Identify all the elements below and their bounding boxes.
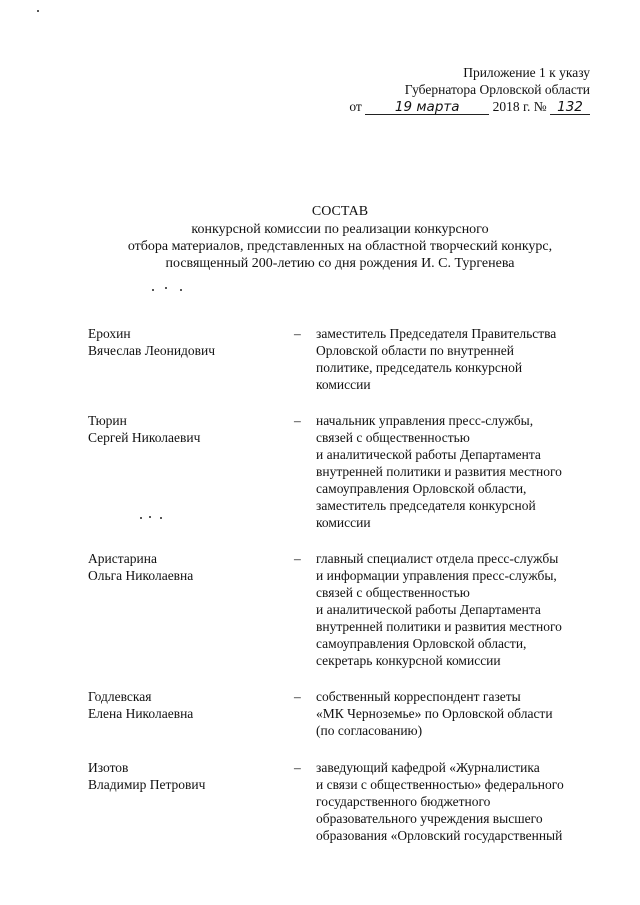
- role-line: самоуправления Орловской области,: [316, 636, 527, 651]
- member-role: [316, 759, 606, 844]
- role-line: самоуправления Орловской области,: [316, 481, 527, 496]
- member-name: [88, 550, 288, 584]
- role-line: секретарь конкурсной комиссии: [316, 653, 501, 668]
- role-line: заместитель Председателя Правительства: [316, 326, 557, 341]
- member-role: [316, 325, 606, 393]
- member-dash: –: [294, 760, 301, 775]
- role-line: «МК Черноземье» по Орловской области: [316, 706, 553, 721]
- role-line: внутренней политики и развития местного: [316, 619, 562, 634]
- role-line: Орловской области по внутренней: [316, 343, 514, 358]
- scan-speck: [149, 516, 151, 518]
- member-dash: –: [294, 326, 301, 341]
- scan-speck: [180, 289, 182, 291]
- year-text: 2018 г. №: [492, 99, 547, 114]
- member-given-name: Вячеслав Леонидович: [88, 343, 216, 358]
- role-line: и аналитической работы Департамента: [316, 602, 541, 617]
- role-line: заместитель председателя конкурсной: [316, 498, 536, 513]
- appendix-date-line: [340, 98, 590, 115]
- member-surname: Ерохин: [88, 326, 131, 341]
- member-given-name: Ольга Николаевна: [88, 568, 194, 583]
- role-line: внутренней политики и развития местного: [316, 464, 562, 479]
- role-line: и аналитической работы Департамента: [316, 447, 541, 462]
- role-line: образования «Орловский государственный: [316, 828, 563, 843]
- member-dash: –: [294, 413, 301, 428]
- role-line: связей с общественностью: [316, 585, 470, 600]
- role-line: заведующий кафедрой «Журналистика: [316, 760, 540, 775]
- role-line: начальник управления пресс-службы,: [316, 413, 534, 428]
- title-line-1: конкурсной комиссии по реализации конкурсного: [191, 222, 489, 237]
- role-line: комиссии: [316, 515, 371, 530]
- role-line: связей с общественностью: [316, 430, 470, 445]
- member-role: [316, 550, 606, 669]
- title-line-2: отбора материалов, представленных на областной творческий конкурс,: [127, 239, 553, 254]
- role-line: главный специалист отдела пресс-службы: [316, 551, 559, 566]
- date-prefix: от: [349, 99, 362, 114]
- member-name: [88, 325, 288, 359]
- member-surname: Аристарина: [88, 551, 157, 566]
- role-line: собственный корреспондент газеты: [316, 689, 521, 704]
- title-heading: СОСТАВ: [311, 204, 369, 219]
- appendix-header: [340, 64, 590, 115]
- member-name: [88, 412, 288, 446]
- role-line: политике, председатель конкурсной: [316, 360, 523, 375]
- member-given-name: Сергей Николаевич: [88, 430, 201, 445]
- member-given-name: Владимир Петрович: [88, 777, 206, 792]
- role-line: и информации управления пресс-службы,: [316, 568, 557, 583]
- handwritten-number: 132: [550, 101, 590, 115]
- role-line: и связи с общественностью» федерального: [316, 777, 564, 792]
- member-dash: –: [294, 551, 301, 566]
- handwritten-date: 19 марта: [365, 101, 489, 115]
- member-role: [316, 412, 606, 531]
- member-surname: Изотов: [88, 760, 129, 775]
- scan-speck: [152, 289, 154, 291]
- member-name: [88, 688, 288, 722]
- member-role: [316, 688, 606, 739]
- role-line: образовательного учреждения высшего: [316, 811, 543, 826]
- scan-speck: [37, 10, 39, 12]
- document-title: [60, 203, 620, 272]
- scan-speck: [140, 517, 142, 519]
- appendix-line-2: Губернатора Орловской области: [404, 82, 590, 97]
- appendix-line-1: Приложение 1 к указу: [463, 65, 590, 80]
- member-given-name: Елена Николаевна: [88, 706, 194, 721]
- role-line: государственного бюджетного: [316, 794, 491, 809]
- member-surname: Тюрин: [88, 413, 127, 428]
- member-dash: –: [294, 689, 301, 704]
- scan-speck: [160, 517, 162, 519]
- title-line-3: посвященный 200-летию со дня рождения И. С. Тургенева: [165, 256, 515, 271]
- member-surname: Годлевская: [88, 689, 152, 704]
- scan-speck: [165, 287, 167, 289]
- member-name: [88, 759, 288, 793]
- role-line: (по согласованию): [316, 723, 423, 738]
- role-line: комиссии: [316, 377, 371, 392]
